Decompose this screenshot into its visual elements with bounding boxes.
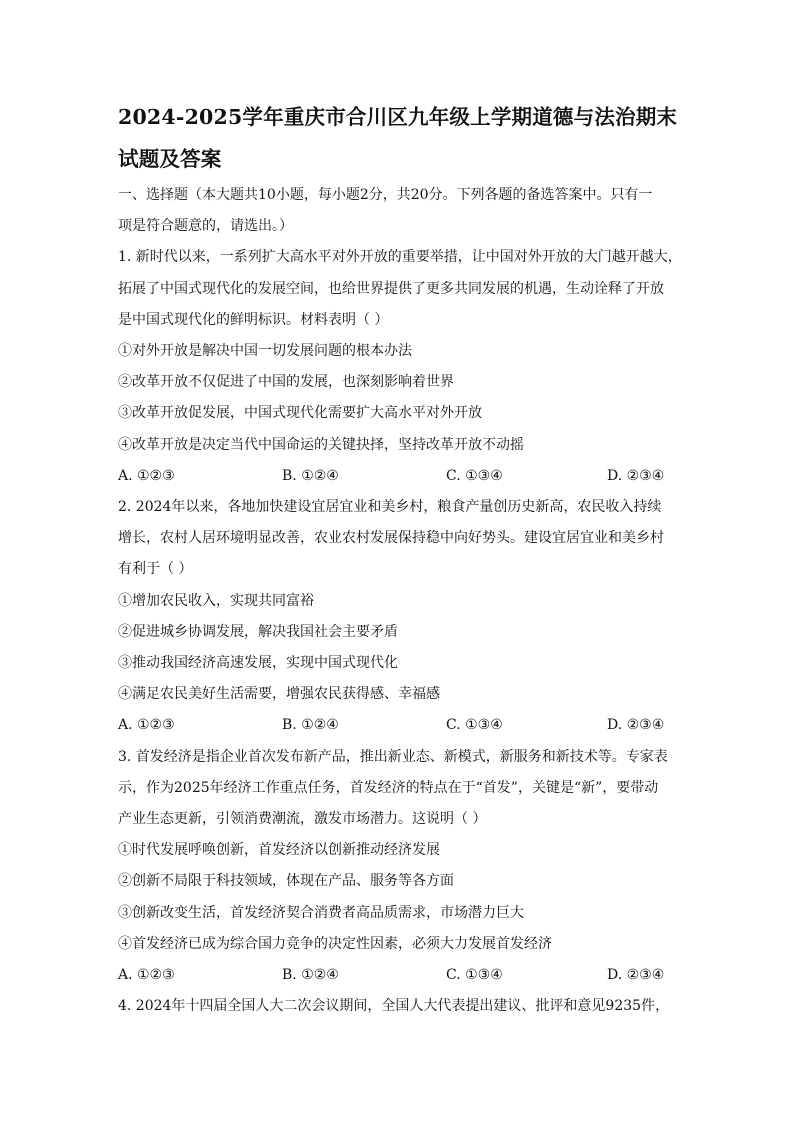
question-item: ①增加农民收入，实现共同富裕 xyxy=(118,592,314,609)
section-intro xyxy=(118,180,678,242)
title-line-2: 试题及答案 xyxy=(118,147,222,171)
question-item: ②创新不局限于科技领域，体现在产品、服务等各方面 xyxy=(118,873,454,890)
option-a: A. ①②③ xyxy=(118,717,175,734)
question-stem-line: 2. 2024年以来，各地加快建设宜居宜业和美乡村，粮食产量创历史新高，农民收入持续 xyxy=(118,499,662,516)
option-d: D. ②③④ xyxy=(607,967,665,984)
question-stem-line: 有利于（ ） xyxy=(118,561,193,578)
question-stem-line: 产业生态更新，引领消费潮流，激发市场潜力。这说明（ ） xyxy=(118,811,487,828)
option-c: C. ①③④ xyxy=(446,967,503,984)
question-stem-line: 拓展了中国式现代化的发展空间，也给世界提供了更多共同发展的机遇，生动诠释了开放 xyxy=(118,280,664,297)
option-c: C. ①③④ xyxy=(446,467,503,484)
question-stem-line: 4. 2024年十四届全国人大二次会议期间，全国人大代表提出建议、批评和意见9235件， xyxy=(118,998,670,1015)
question-item: ②促进城乡协调发展，解决我国社会主要矛盾 xyxy=(118,623,398,640)
title-line-1: 2024-2025学年重庆市合川区九年级上学期道德与法治期末 xyxy=(118,105,678,129)
question-3 xyxy=(118,742,678,992)
answer-options xyxy=(118,461,678,492)
option-d: D. ②③④ xyxy=(607,717,665,734)
answer-options xyxy=(118,960,678,991)
option-d: D. ②③④ xyxy=(607,467,665,484)
intro-line: 一、选择题（本大题共10小题，每小题2分，共20分。下列各题的备选答案中。只有一 xyxy=(118,187,653,203)
option-b: B. ①②④ xyxy=(282,717,339,734)
document-page xyxy=(118,96,682,1022)
question-item: ①对外开放是解决中国一切发展问题的根本办法 xyxy=(118,343,412,360)
question-stem-line: 3. 首发经济是指企业首次发布新产品，推出新业态、新模式，新服务和新技术等。专家表 xyxy=(118,748,668,765)
question-item: ②改革开放不仅促进了中国的发展，也深刻影响着世界 xyxy=(118,374,454,391)
question-stem-line: 1. 新时代以来，一系列扩大高水平对外开放的重要举措，让中国对外开放的大门越开越大， xyxy=(118,249,682,266)
option-b: B. ①②④ xyxy=(282,967,339,984)
question-item: ①时代发展呼唤创新，首发经济以创新推动经济发展 xyxy=(118,842,440,859)
question-item: ③推动我国经济高速发展，实现中国式现代化 xyxy=(118,655,398,672)
question-1 xyxy=(118,242,682,492)
question-item: ④改革开放是决定当代中国命运的关键抉择，坚持改革开放不动摇 xyxy=(118,436,524,453)
intro-line: 项是符合题意的，请选出。） xyxy=(118,218,293,235)
question-item: ④首发经济已成为综合国力竞争的决定性因素，必须大力发展首发经济 xyxy=(118,935,552,952)
document-title xyxy=(118,96,678,180)
question-stem-line: 增长，农村人居环境明显改善，农业农村发展保持稳中向好势头。建设宜居宜业和美乡村 xyxy=(118,530,664,547)
question-item: ④满足农民美好生活需要，增强农民获得感、幸福感 xyxy=(118,686,440,703)
question-2 xyxy=(118,492,678,742)
question-item: ③改革开放促发展，中国式现代化需要扩大高水平对外开放 xyxy=(118,405,482,422)
answer-options xyxy=(118,710,678,741)
question-item: ③创新改变生活，首发经济契合消费者高品质需求，市场潜力巨大 xyxy=(118,904,524,921)
option-a: A. ①②③ xyxy=(118,467,175,484)
option-a: A. ①②③ xyxy=(118,967,175,984)
question-4 xyxy=(118,991,678,1022)
question-stem-line: 是中国式现代化的鲜明标识。材料表明（ ） xyxy=(118,311,389,328)
question-stem-line: 示，作为2025年经济工作重点任务，首发经济的特点在于“首发”，关键是“新”，要带动 xyxy=(118,779,659,796)
option-c: C. ①③④ xyxy=(446,717,503,734)
option-b: B. ①②④ xyxy=(282,467,339,484)
